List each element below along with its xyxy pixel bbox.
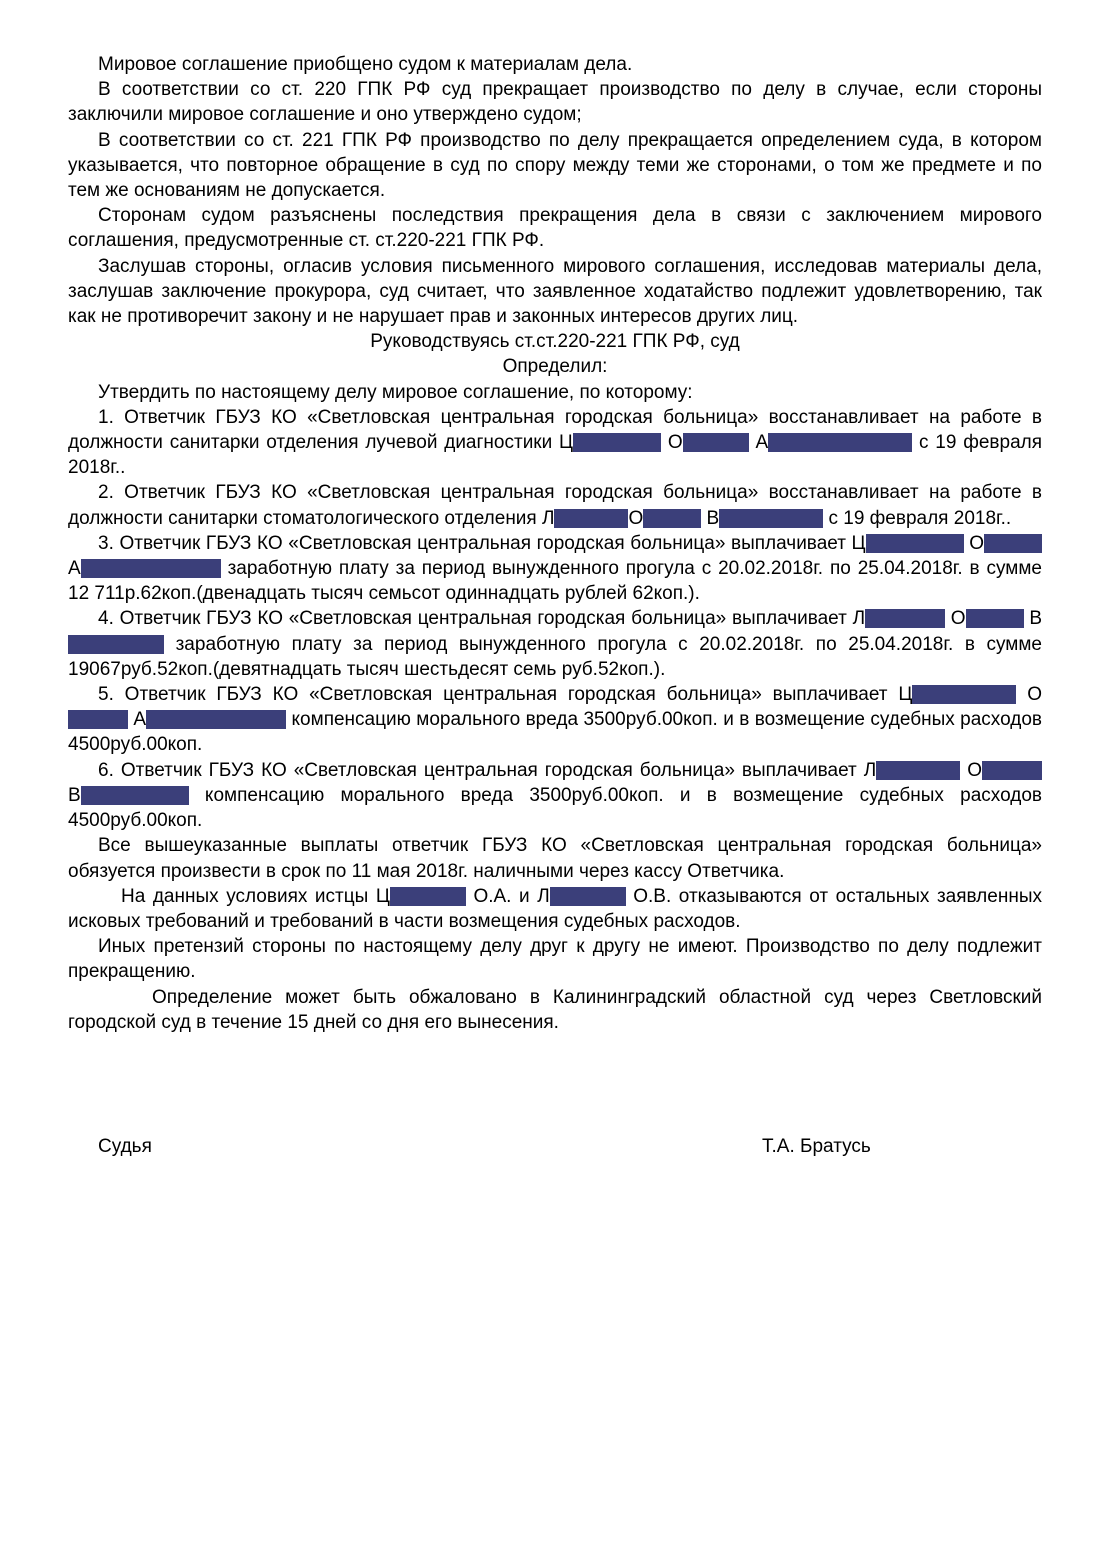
settlement-item-5 [68, 682, 1042, 758]
item-text: 4. Ответчик ГБУЗ КО «Светловская центральная городская больница» выплачивает Л [98, 608, 866, 630]
redaction-block [81, 559, 221, 578]
redaction-block [68, 710, 128, 729]
settlement-item-6 [68, 758, 1042, 834]
settlement-item-2 [68, 480, 1042, 530]
redaction-block [683, 433, 749, 452]
redaction-block [866, 534, 964, 553]
item-text: 1. Ответчик ГБУЗ КО «Светловская центральная городская больница» восстанавливает на работе в должности санитарки отделения лучевой диагностики Ц [68, 406, 1042, 454]
guided-by-line: Руководствуясь ст.ст.220-221 ГПК РФ, суд [370, 331, 740, 353]
paragraph-consequences: Сторонам судом разъяснены последствия прекращения дела в связи с заключением мирового соглашения, предусмотренные ст. ст.220-221 ГПК РФ. [68, 205, 1042, 252]
redaction-block [68, 635, 164, 654]
item-text: 5. Ответчик ГБУЗ КО «Светловская центральная городская больница» выплачивает Ц [98, 684, 913, 706]
settlement-item-1 [68, 405, 1042, 481]
redaction-block [554, 509, 628, 528]
item-text: компенсацию морального вреда 3500руб.00коп. и в возмещение судебных расходов 4500руб.00коп. [68, 709, 1042, 756]
document-body [68, 52, 1042, 1035]
redaction-block [865, 609, 945, 628]
redaction-block [390, 887, 466, 906]
judge-label: Судья [98, 1136, 152, 1157]
item-text: с 19 февраля 2018г.. [823, 507, 1012, 529]
item-text: О [945, 608, 966, 630]
item-text: заработную плату за период вынужденного прогула с 20.02.2018г. по 25.04.2018г. в сумме 19067руб.52коп.(девятнадцать тысяч шестьдесят семь руб.52коп.). [68, 633, 1042, 680]
item-text: О [661, 432, 683, 454]
decision-heading: Определил: [502, 356, 608, 378]
redaction-block [984, 534, 1042, 553]
redaction-block [643, 509, 701, 528]
item-text: О [628, 507, 644, 529]
redaction-block [550, 887, 626, 906]
redaction-block [982, 761, 1042, 780]
paragraph-claims-waived [68, 884, 1042, 934]
paragraph-appeal: Определение может быть обжаловано в Калининградский областной суд через Светловский городской суд в течение 15 дней со дня его вынесения. [68, 986, 1042, 1033]
item-text: А [748, 432, 769, 454]
item-text: В [701, 507, 720, 529]
paragraph-no-claims: Иных претензий стороны по настоящему делу друг к другу не имеют. Производство по делу подлежит прекращению. [68, 936, 1042, 983]
item-text: с 19 февраля 2018г.. [68, 432, 1043, 479]
settlement-item-3 [68, 531, 1042, 607]
item-text: В [1023, 608, 1042, 630]
item-text: В [68, 784, 81, 806]
settlement-item-4 [68, 606, 1042, 682]
redaction-block [912, 685, 1016, 704]
paragraph-approve-settlement: Утвердить по настоящему делу мировое соглашение, по которому: [98, 381, 693, 403]
redaction-block [876, 761, 960, 780]
redaction-block [573, 433, 661, 452]
redaction-block [768, 433, 912, 452]
judge-name: Т.А. Братусь [762, 1136, 871, 1157]
paragraph-text: О.А. и Л [465, 885, 550, 907]
item-text: О [1016, 684, 1042, 706]
paragraph-court-opinion: Заслушав стороны, огласив условия письменного мирового соглашения, исследовав материалы дела, заслушав заключение прокурора, суд считает, что заявленное ходатайство подлежит удовлетворению, так как не противоречит закону и не нарушает прав и законных интересов других лиц. [68, 255, 1042, 328]
item-text: А [68, 558, 81, 580]
redaction-block [966, 609, 1024, 628]
item-text: О [963, 532, 985, 554]
item-text: 6. Ответчик ГБУЗ КО «Светловская центральная городская больница» выплачивает Л [98, 759, 877, 781]
paragraph-text: О.В. отказываются от остальных заявленных исковых требований и требований в части возмещения судебных расходов. [68, 885, 1042, 932]
paragraph-text: На данных условиях истцы Ц [121, 885, 390, 907]
item-text: компенсацию морального вреда 3500руб.00коп. и в возмещение судебных расходов 4500руб.00коп. [68, 784, 1042, 832]
redaction-block [719, 509, 823, 528]
redaction-block [81, 786, 189, 805]
item-text: А [128, 709, 147, 731]
item-text: О [960, 759, 982, 781]
item-text: заработную плату за период вынужденного прогула с 20.02.2018г. по 25.04.2018г. в сумме 12 711р.62коп.(двенадцать тысяч семьсот одиннадцать рублей 62коп.). [68, 558, 1042, 605]
paragraph-payment-deadline: Все вышеуказанные выплаты ответчик ГБУЗ КО «Светловская центральная городская больница» обязуется произвести в срок по 11 мая 2018г. наличными через кассу Ответчика. [68, 835, 1042, 882]
item-text: 2. Ответчик ГБУЗ КО «Светловская центральная городская больница» восстанавливает на работе в должности санитарки стоматологического отделения Л [68, 482, 1042, 529]
paragraph-article-220: В соответствии со ст. 220 ГПК РФ суд прекращает производство по делу в случае, если стороны заключили мировое соглашение и оно утверждено судом; [68, 79, 1042, 126]
paragraph-article-221: В соответствии со ст. 221 ГПК РФ производство по делу прекращается определением суда, в котором указывается, что повторное обращение в суд по спору между теми же сторонами, о том же предмете и по тем же основаниям не допускается. [68, 129, 1042, 202]
paragraph-settlement-attached: Мировое соглашение приобщено судом к материалам дела. [98, 54, 633, 75]
redaction-block [146, 710, 286, 729]
item-text: 3. Ответчик ГБУЗ КО «Светловская центральная городская больница» выплачивает Ц [98, 532, 866, 554]
